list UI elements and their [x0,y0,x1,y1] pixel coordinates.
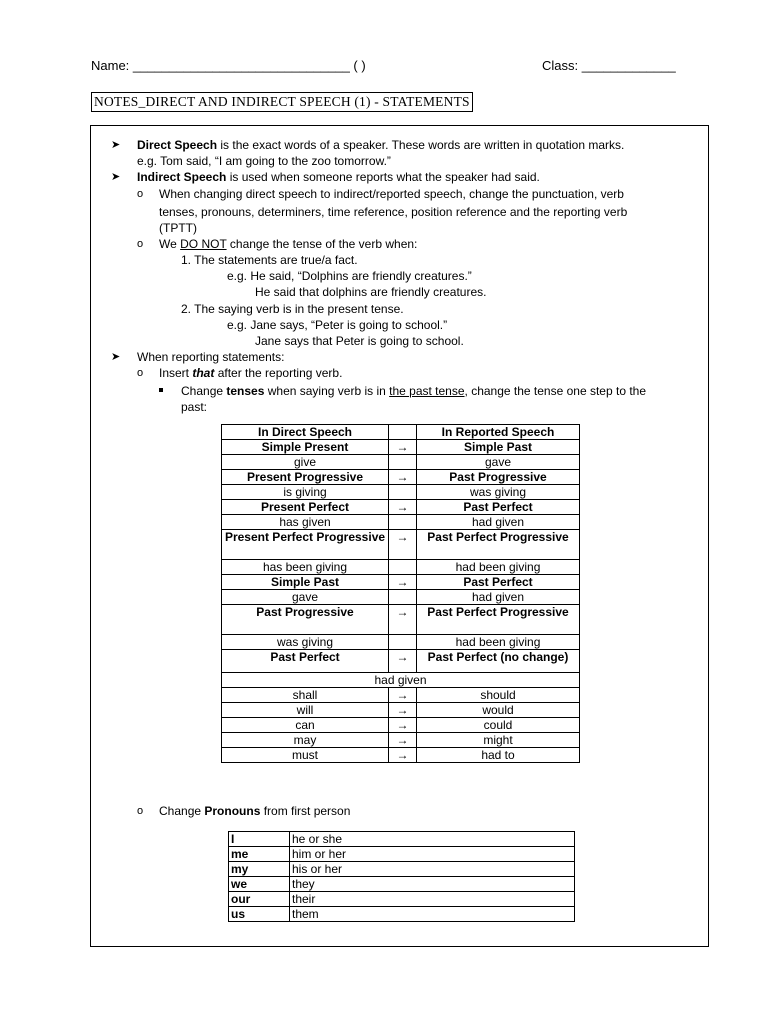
change-tenses-rule-cont: past: [181,400,208,414]
circle-bullet-icon: o [137,238,144,250]
exception-1-example-direct: e.g. He said, “Dolphins are friendly creatures.” [227,269,472,283]
direct-cell: will [222,703,389,718]
arrow-icon: → [389,605,417,635]
reporting-statements-heading: When reporting statements: [137,350,285,364]
reported-cell: could [417,718,580,733]
reported-cell: had given [417,515,580,530]
arrow-icon: → [389,703,417,718]
direct-cell: Past Progressive [222,605,389,635]
table-row [222,635,580,650]
tenses-middle: when saying verb is in [264,384,390,398]
arrow-icon: → [389,718,417,733]
table-row [229,892,575,907]
change-rule-line-3: (TPTT) [159,221,197,235]
direct-speech-term: Direct Speech [137,138,218,152]
exception-2-example-direct: e.g. Jane says, “Peter is going to school.” [227,318,448,332]
exception-1-example-reported: He said that dolphins are friendly creatures. [255,285,487,299]
direct-cell: gave [222,590,389,605]
table-row [222,575,580,590]
tenses-keyword: tenses [226,384,265,398]
exception-2-example-reported: Jane says that Peter is going to school. [255,334,464,348]
tenses-prefix: Change [181,384,227,398]
exception-item-2: 2. The saying verb is in the present tense. [181,302,404,316]
arrow-bullet-icon: ➤ [111,171,121,183]
table-row [229,907,575,922]
tense-change-table [221,424,580,763]
table-row [222,650,580,673]
direct-cell: has been giving [222,560,389,575]
direct-cell: give [222,455,389,470]
do-not-prefix: We [159,237,181,251]
table-row [222,605,580,635]
table-row [222,530,580,560]
reported-cell: Past Perfect [417,500,580,515]
reported-cell: might [417,733,580,748]
reported-cell: In Reported Speech [417,425,580,440]
table-row [222,718,580,733]
table-row [222,500,580,515]
direct-cell: Present Perfect [222,500,389,515]
change-rule-line-2: tenses, pronouns, determiners, time reference, position reference and the reporting verb [159,205,628,219]
tenses-suffix: , change the tense one step to the [464,384,647,398]
direct-cell: Past Perfect [222,650,389,673]
past-tense-emphasis: the past tense [389,384,465,398]
table-row [229,832,575,847]
arrow-icon [389,425,417,440]
change-pronouns-rule [159,804,350,819]
change-tenses-rule [181,384,646,399]
direct-cell: must [222,748,389,763]
third-person-cell: them [290,907,575,922]
direct-cell: may [222,733,389,748]
reported-cell: had given [417,590,580,605]
arrow-icon: → [389,650,417,673]
circle-bullet-icon: o [137,805,144,817]
arrow-icon: → [389,733,417,748]
table-row [222,748,580,763]
arrow-icon: → [389,500,417,515]
direct-speech-example: e.g. Tom said, “I am going to the zoo tomorrow.” [137,154,391,168]
direct-cell: has given [222,515,389,530]
direct-cell: Present Perfect Progressive [222,530,389,560]
third-person-cell: his or her [290,862,575,877]
table-row [222,485,580,500]
do-not-suffix: change the tense of the verb when: [226,237,418,251]
table-row [222,673,580,688]
pronouns-prefix: Change [159,804,205,818]
third-person-cell: they [290,877,575,892]
table-row [229,847,575,862]
arrow-icon [389,515,417,530]
reported-cell: was giving [417,485,580,500]
table-row [222,688,580,703]
first-person-cell: me [229,847,290,862]
arrow-icon: → [389,575,417,590]
table-row [222,560,580,575]
direct-cell: is giving [222,485,389,500]
direct-speech-definition [137,138,624,153]
arrow-icon [389,635,417,650]
direct-cell: was giving [222,635,389,650]
pronouns-suffix: from first person [260,804,351,818]
direct-cell: Simple Present [222,440,389,455]
reported-cell: had been giving [417,560,580,575]
arrow-icon: → [389,748,417,763]
first-person-cell: my [229,862,290,877]
direct-speech-text: is the exact words of a speaker. These words are written in quotation marks. [217,138,625,152]
arrow-icon: → [389,688,417,703]
direct-cell: Present Progressive [222,470,389,485]
do-not-change-rule [159,237,417,252]
table-row [222,590,580,605]
first-person-cell: our [229,892,290,907]
pronouns-keyword: Pronouns [204,804,261,818]
arrow-icon [389,455,417,470]
reported-cell: would [417,703,580,718]
table-row [222,440,580,455]
square-bullet-icon [159,388,163,392]
insert-suffix: after the reporting verb. [214,366,343,380]
direct-cell: shall [222,688,389,703]
notes-box [90,125,709,947]
arrow-icon [389,485,417,500]
reported-cell: Past Perfect Progressive [417,530,580,560]
circle-bullet-icon: o [137,367,144,379]
table-row [222,470,580,485]
reported-cell: should [417,688,580,703]
page-title: NOTES_DIRECT AND INDIRECT SPEECH (1) - STATEMENTS [91,92,473,112]
exception-item-1: 1. The statements are true/a fact. [181,253,358,267]
insert-keyword: that [192,366,215,380]
arrow-icon [389,590,417,605]
first-person-cell: I [229,832,290,847]
third-person-cell: their [290,892,575,907]
direct-cell: Simple Past [222,575,389,590]
direct-cell: can [222,718,389,733]
table-row [229,877,575,892]
first-person-cell: us [229,907,290,922]
reported-cell: Past Perfect Progressive [417,605,580,635]
table-row [222,733,580,748]
arrow-icon: → [389,440,417,455]
table-row [222,515,580,530]
class-field-line: Class: _____________ [542,58,676,73]
indirect-speech-term: Indirect Speech [137,170,227,184]
third-person-cell: him or her [290,847,575,862]
arrow-bullet-icon: ➤ [111,139,121,151]
insert-prefix: Insert [159,366,193,380]
indirect-speech-definition [137,170,540,185]
circle-bullet-icon: o [137,188,144,200]
reported-cell: Past Perfect [417,575,580,590]
pronoun-change-table [228,831,575,922]
reported-cell: Simple Past [417,440,580,455]
arrow-icon: → [389,530,417,560]
third-person-cell: he or she [290,832,575,847]
direct-cell: In Direct Speech [222,425,389,440]
arrow-bullet-icon: ➤ [111,351,121,363]
first-person-cell: we [229,877,290,892]
insert-that-rule [159,366,342,381]
reported-cell: had been giving [417,635,580,650]
arrow-icon: → [389,470,417,485]
do-not-emphasis: DO NOT [180,237,227,251]
name-field-line: Name: ______________________________ ( ) [91,58,366,73]
indirect-speech-text: is used when someone reports what the speaker had said. [226,170,540,184]
table-row [222,703,580,718]
change-rule-line-1: When changing direct speech to indirect/reported speech, change the punctuation, verb [159,187,624,201]
reported-cell: gave [417,455,580,470]
reported-cell: had to [417,748,580,763]
tense-table-header [222,425,580,440]
table-row [222,455,580,470]
arrow-icon [389,560,417,575]
table-row [229,862,575,877]
reported-cell: Past Perfect (no change) [417,650,580,673]
merged-cell: had given [222,673,580,688]
reported-cell: Past Progressive [417,470,580,485]
